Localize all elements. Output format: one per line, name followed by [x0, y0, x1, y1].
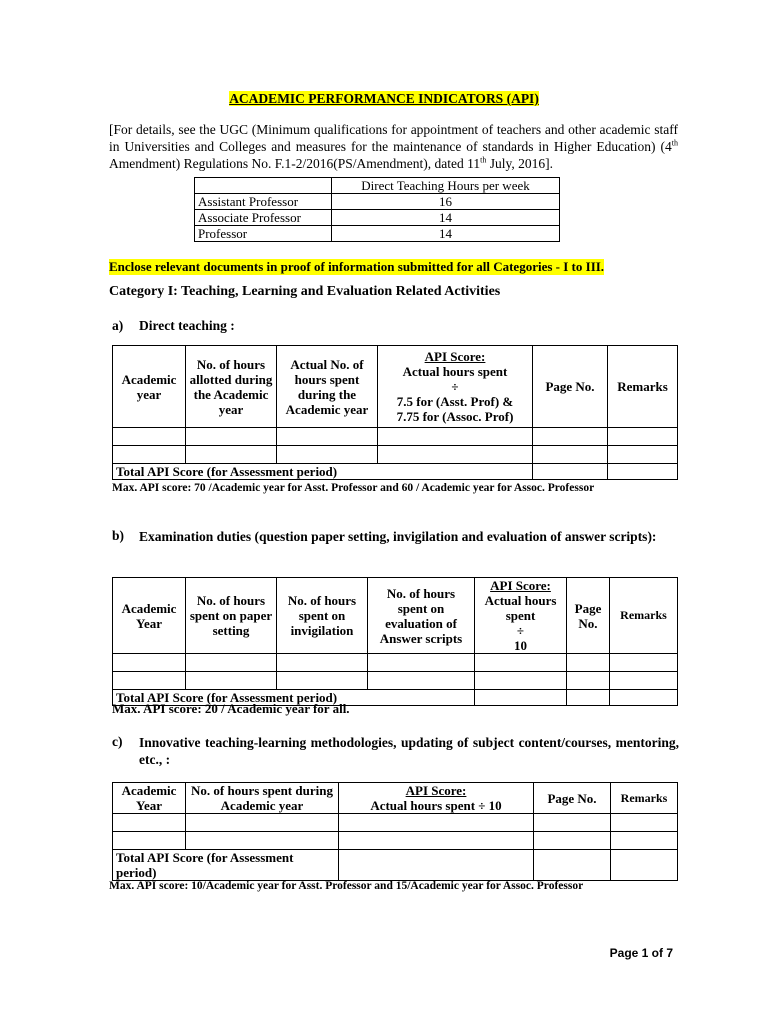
section-a-label: a)	[112, 318, 124, 333]
intro-paragraph: [For details, see the UGC (Minimum qualifications for appointment of teachers and other academic staff in Universities and Colleges and measures for the maintenance of standards in Higher Education) (4th Amendment) Regulations No. F.1-2/2016(PS/Amendment), dated 11th July, 2016].	[109, 122, 678, 171]
section-b-title: Examination duties (question paper setting, invigilation and evaluation of answer scripts):	[139, 529, 657, 544]
table-row	[113, 654, 678, 672]
section-c-max-note: Max. API score: 10/Academic year for Asst. Professor and 15/Academic year for Assoc. Professor	[109, 880, 584, 892]
table-row	[113, 428, 678, 446]
teaching-hours-table	[194, 177, 560, 242]
category-title: Category I: Teaching, Learning and Evaluation Related Activities	[109, 284, 501, 299]
table-row	[113, 446, 678, 464]
innovative-teaching-table: Academic Year No. of hours spent during Academic year API Score: Actual hours spent ÷ 10 Page No. Remarks Total API Score (for Assessment period)	[112, 782, 678, 881]
section-b-max-note: Max. API score: 20 / Academic year for all.	[112, 701, 350, 716]
table-row	[113, 814, 678, 832]
table-row	[113, 832, 678, 850]
table-row: Professor 14	[195, 226, 560, 242]
table-row: Associate Professor 14	[195, 210, 560, 226]
examination-duties-table: Academic Year No. of hours spent on paper setting No. of hours spent on invigilation No. of hours spent on evaluation of Answer scripts API Score: Actual hours spent ÷ 10 Page No. Remarks Total API Score (for Assessment period)	[112, 577, 678, 706]
section-a-title: Direct teaching :	[139, 318, 235, 333]
section-a-max-note: Max. API score: 70 /Academic year for Asst. Professor and 60 / Academic year for Assoc. Professor	[112, 482, 595, 494]
section-c-label: c)	[112, 734, 123, 749]
section-b-label: b)	[112, 528, 125, 543]
table-row: Assistant Professor 16	[195, 194, 560, 210]
section-c-title: Innovative teaching-learning methodologies, updating of subject content/courses, mentoring, etc., :	[139, 735, 679, 767]
total-row: Total API Score (for Assessment period)	[113, 464, 678, 480]
direct-teaching-table: Academic year No. of hours allotted during the Academic year Actual No. of hours spent during the Academic year API Score: Actual hours spent ÷ 7.5 for (Asst. Prof) & 7.75 for (Assoc. Prof) Page No. Remarks Total API Score (for Assessment period)	[112, 345, 678, 480]
total-row: Total API Score (for Assessment period)	[113, 690, 678, 706]
page-number: Page 1 of 7	[609, 946, 673, 960]
total-row: Total API Score (for Assessment period)	[113, 850, 678, 881]
document-title: ACADEMIC PERFORMANCE INDICATORS (API)	[229, 91, 539, 106]
hours-header: Direct Teaching Hours per week	[332, 178, 560, 194]
table-row	[113, 672, 678, 690]
enclose-note: Enclose relevant documents in proof of information submitted for all Categories - I to III.	[109, 259, 605, 274]
